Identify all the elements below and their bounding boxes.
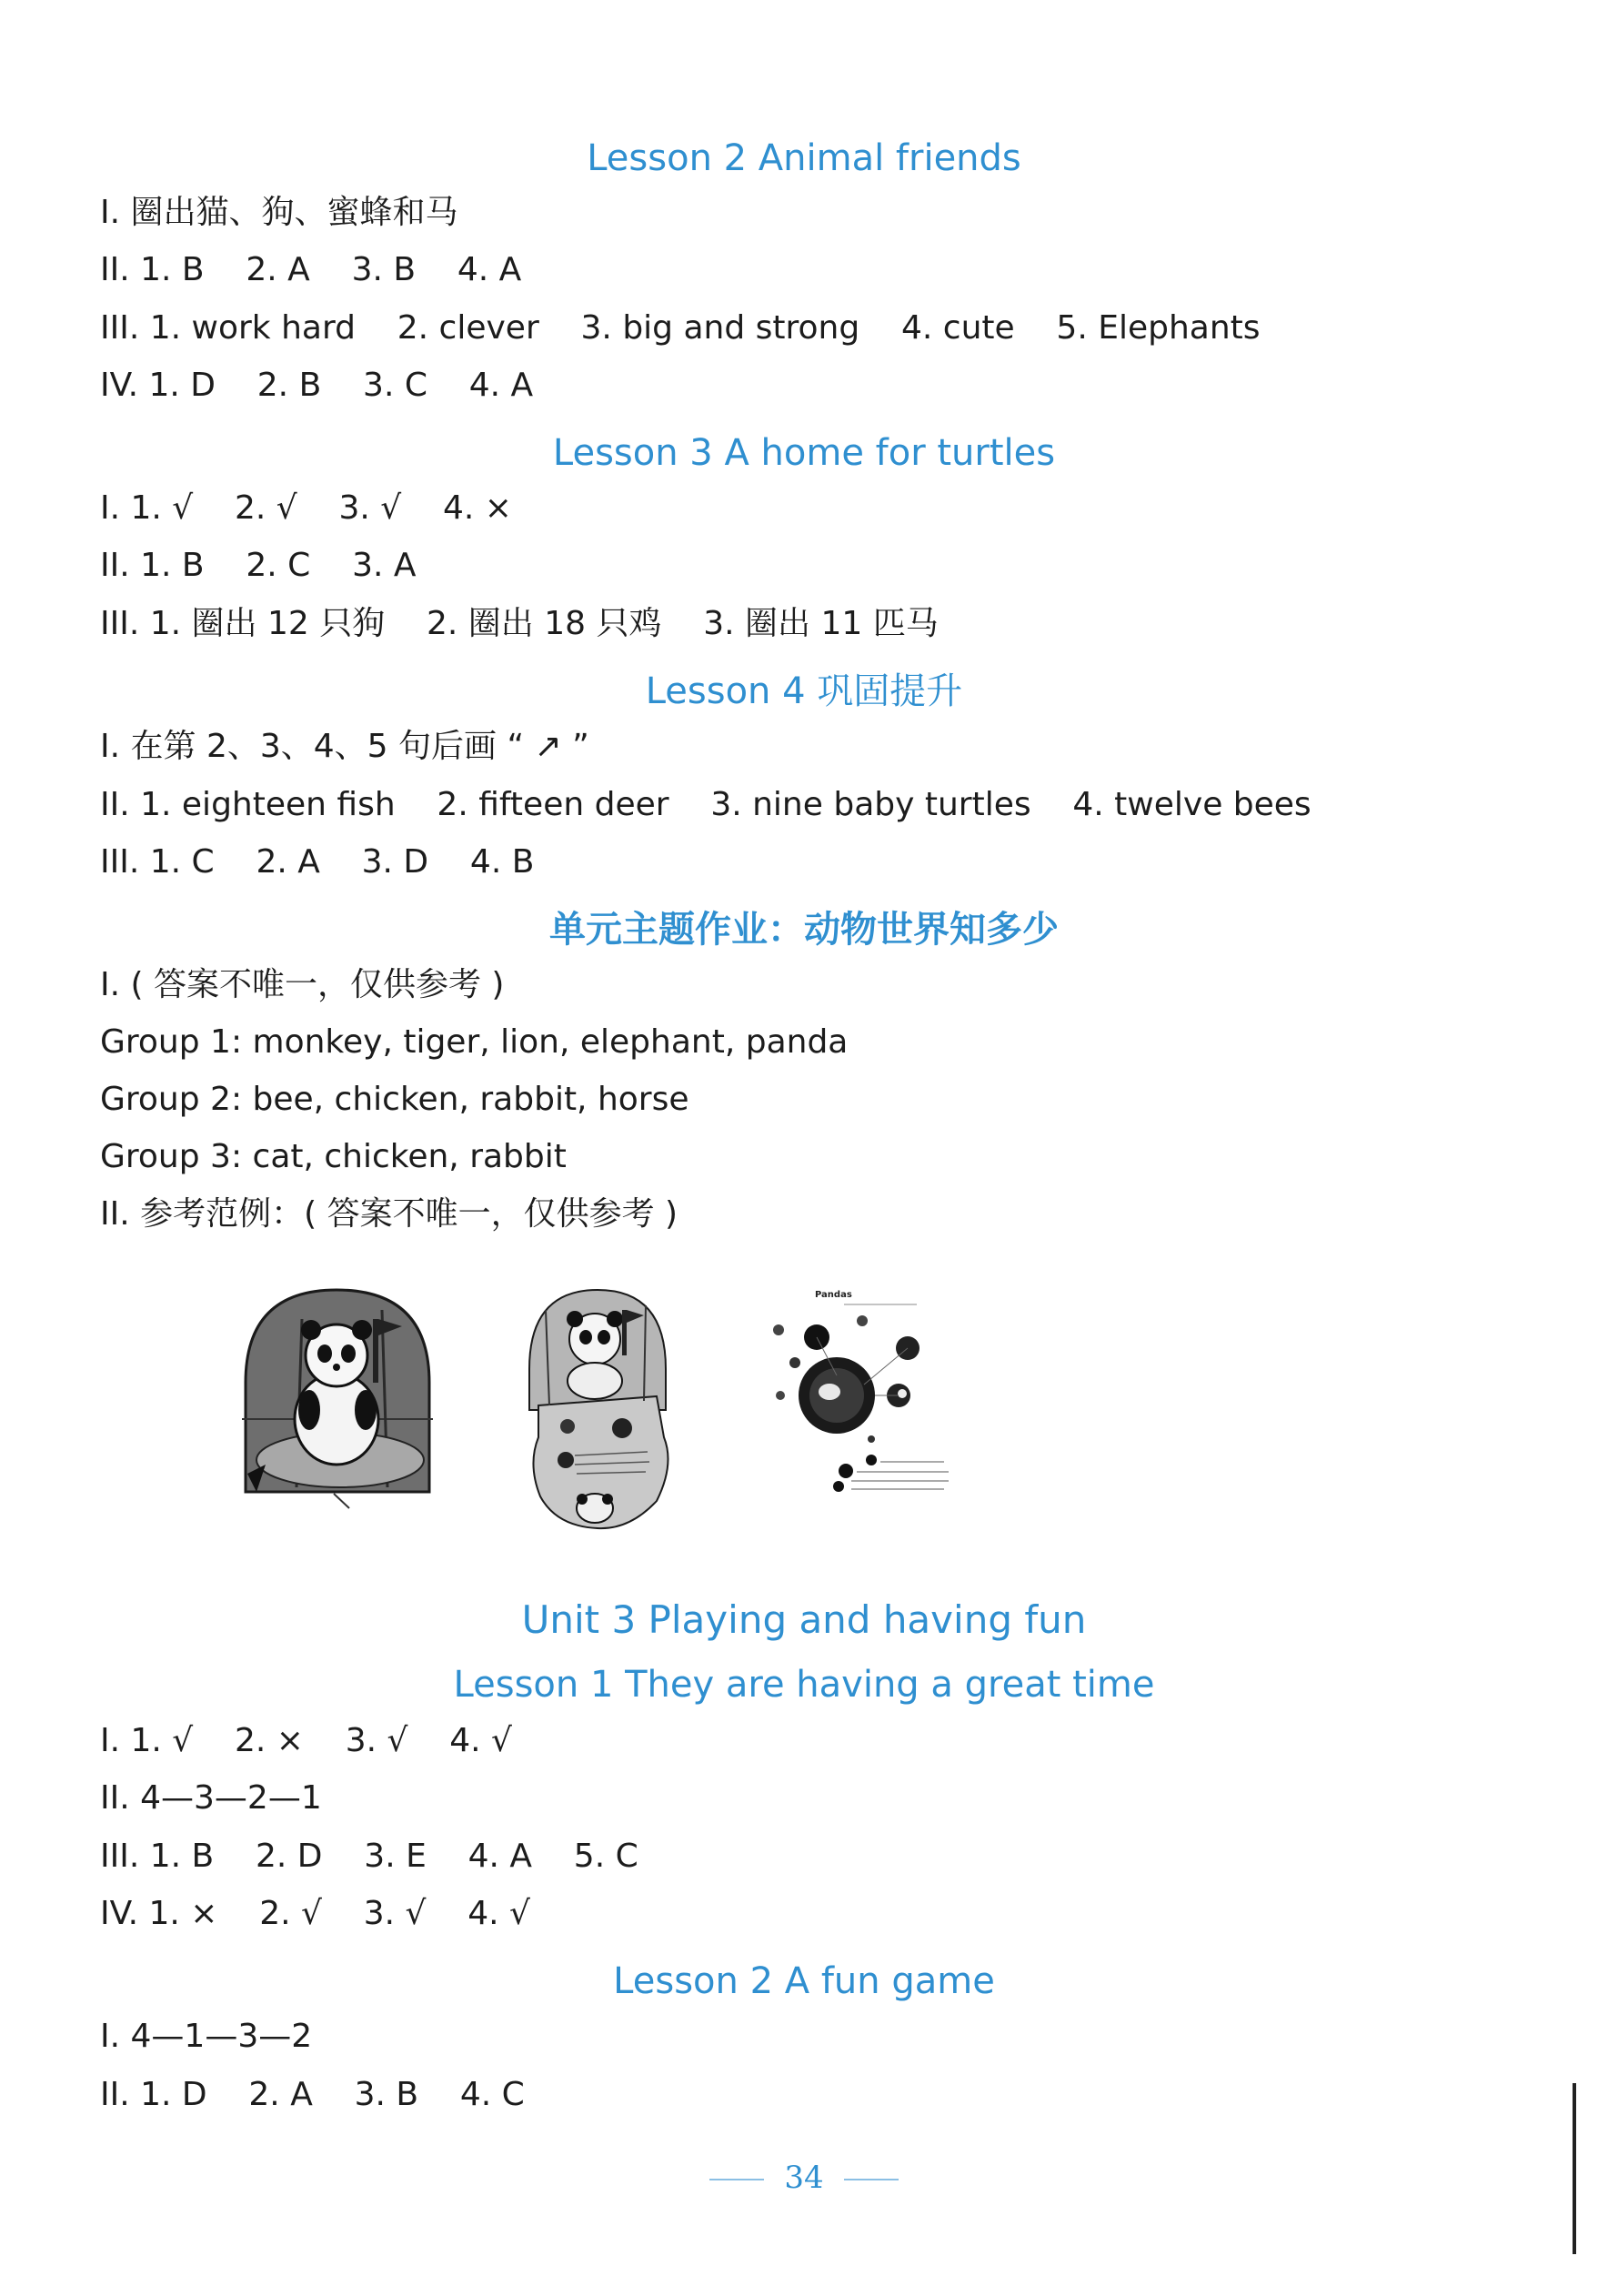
answer-line: III. 1. B 2. D 3. E 4. A 5. C xyxy=(100,1838,638,1875)
answer-line: II. 参考范例：( 答案不唯一，仅供参考 ) xyxy=(100,1195,678,1233)
answer-line: II. 1. B 2. A 3. B 4. A xyxy=(100,251,522,288)
section-title: Lesson 4 巩固提升 xyxy=(645,670,963,712)
answer-line: IV. 1. D 2. B 3. C 4. A xyxy=(100,367,534,404)
section-title: Lesson 3 A home for turtles xyxy=(552,432,1056,474)
answer-line: II. 1. D 2. A 3. B 4. C xyxy=(100,2076,525,2113)
page-number-rule xyxy=(844,2179,899,2180)
answer-line: I. 在第 2、3、4、5 句后画 “ ↗ ” xyxy=(100,728,589,765)
poster-title: Pandas xyxy=(815,1290,852,1300)
answer-line: Group 2: bee, chicken, rabbit, horse xyxy=(100,1081,689,1118)
answer-line: I. 圈出猫、狗、蜜蜂和马 xyxy=(100,194,458,231)
unit-title: Unit 3 Playing and having fun xyxy=(521,1597,1087,1642)
answer-line: Group 1: monkey, tiger, lion, elephant, panda xyxy=(100,1023,849,1061)
page-number-rule xyxy=(709,2179,764,2180)
answer-line: II. 1. B 2. C 3. A xyxy=(100,547,417,584)
answer-line: I. 4—1—3—2 xyxy=(100,2018,313,2055)
section-title: Lesson 2 Animal friends xyxy=(587,137,1021,179)
answer-line: III. 1. C 2. A 3. D 4. B xyxy=(100,843,535,881)
answer-line: III. 1. work hard 2. clever 3. big and strong 4. cute 5. Elephants xyxy=(100,309,1261,347)
answer-line: IV. 1. × 2. √ 3. √ 4. √ xyxy=(100,1895,530,1932)
section-title: Lesson 1 They are having a great time xyxy=(453,1664,1155,1706)
page-number xyxy=(0,2156,1608,2200)
section-title: 单元主题作业：动物世界知多少 xyxy=(549,909,1059,951)
example-panda-card-photo xyxy=(238,1283,437,1510)
example-panda-standup-photo xyxy=(520,1283,675,1533)
example-panda-poster-photo xyxy=(762,1284,964,1503)
answer-line: II. 4—3—2—1 xyxy=(100,1779,322,1817)
answer-line: I. 1. √ 2. √ 3. √ 4. × xyxy=(100,489,512,527)
page-number-value: 34 xyxy=(784,2160,824,2196)
scan-edge-mark xyxy=(1573,2083,1576,2254)
answer-line: I. ( 答案不唯一，仅供参考 ) xyxy=(100,966,505,1003)
section-title: Lesson 2 A fun game xyxy=(613,1960,995,2002)
answer-line: II. 1. eighteen fish 2. fifteen deer 3. nine baby turtles 4. twelve bees xyxy=(100,786,1312,823)
answer-line: III. 1. 圈出 12 只狗 2. 圈出 18 只鸡 3. 圈出 11 匹马 xyxy=(100,605,939,642)
answer-line: Group 3: cat, chicken, rabbit xyxy=(100,1138,567,1175)
answer-line: I. 1. √ 2. × 3. √ 4. √ xyxy=(100,1722,512,1759)
